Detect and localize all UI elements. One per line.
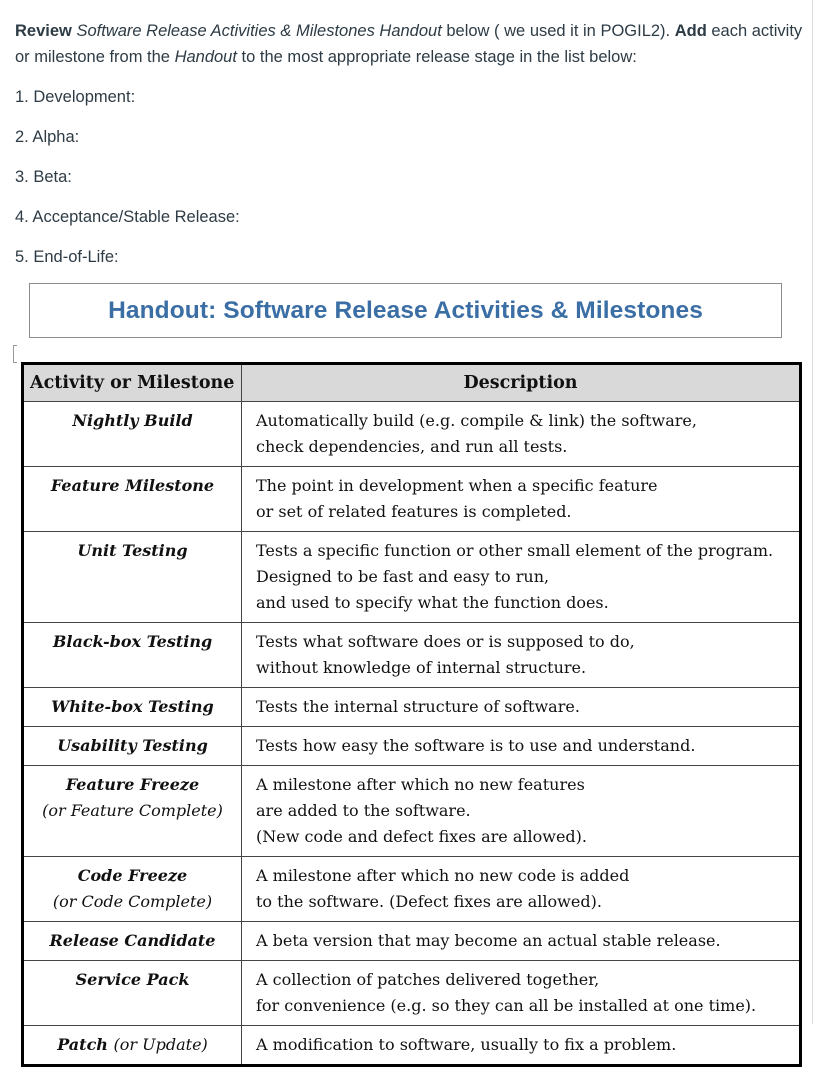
activity-name-cell — [24, 532, 242, 623]
description-line: are added to the software. — [256, 801, 471, 820]
activity-name: Usability Testing — [57, 736, 208, 755]
table-row — [24, 402, 799, 467]
activity-name: Feature Freeze — [65, 775, 200, 794]
add-tail-2: to the most appropriate release stage in the list below: — [236, 48, 637, 66]
activity-name-cell — [24, 766, 242, 857]
table-row — [24, 961, 799, 1026]
stage-item-acceptance: 4. Acceptance/Stable Release: — [15, 208, 240, 226]
table-row — [24, 623, 799, 688]
description-line: A modification to software, usually to fix a problem. — [256, 1035, 677, 1054]
activity-name-cell — [24, 623, 242, 688]
description-cell — [242, 1026, 800, 1065]
table-row — [24, 727, 799, 766]
description-cell — [242, 857, 800, 922]
activity-name: Unit Testing — [77, 541, 188, 560]
handout-table — [21, 362, 802, 1067]
review-tail: below ( we used it in POGIL2). — [441, 22, 675, 40]
activity-alt-name: (or Update) — [113, 1035, 208, 1054]
description-cell — [242, 727, 800, 766]
activity-name-cell — [24, 1026, 242, 1065]
table-row — [24, 1026, 799, 1065]
table-row — [24, 467, 799, 532]
description-line: without knowledge of internal structure. — [256, 658, 587, 677]
description-cell — [242, 402, 800, 467]
page-scrollbar[interactable] — [812, 0, 835, 1024]
handout-name: Software Release Activities & Milestones Handout — [76, 22, 442, 40]
review-word: Review — [15, 22, 72, 40]
activity-alt-name: (or Feature Complete) — [42, 801, 223, 820]
description-line: (New code and defect fixes are allowed). — [256, 827, 587, 846]
description-line: Tests the internal structure of software. — [256, 697, 580, 716]
activity-name: Release Candidate — [49, 931, 216, 950]
stage-item-development: 1. Development: — [15, 88, 136, 106]
description-line: A milestone after which no new code is added — [256, 866, 630, 885]
table-header-row — [24, 365, 799, 402]
description-line: check dependencies, and run all tests. — [256, 437, 568, 456]
table-body — [24, 402, 799, 1065]
activity-name: Code Freeze — [77, 866, 188, 885]
description-cell — [242, 961, 800, 1026]
stage-item-alpha: 2. Alpha: — [15, 128, 80, 146]
description-line: Tests a specific function or other small element of the program. — [256, 541, 774, 560]
table-row — [24, 532, 799, 623]
release-stage-list — [15, 84, 805, 284]
activity-name: Service Pack — [75, 970, 190, 989]
page-content — [15, 0, 805, 1054]
description-line: and used to specify what the function does. — [256, 593, 609, 612]
description-line: Tests how easy the software is to use and understand. — [256, 736, 696, 755]
activity-name-cell — [24, 402, 242, 467]
activity-name: Nightly Build — [72, 411, 193, 430]
table-row — [24, 857, 799, 922]
activity-name: Patch — [57, 1035, 108, 1054]
description-line: Automatically build (e.g. compile & link) the software, — [256, 411, 697, 430]
description-line: or set of related features is completed. — [256, 502, 572, 521]
description-line: A milestone after which no new features — [256, 775, 585, 794]
description-line: The point in development when a specific feature — [256, 476, 658, 495]
handout-title-box — [29, 283, 782, 338]
stage-item-end-of-life: 5. End-of-Life: — [15, 248, 119, 266]
description-line: A beta version that may become an actual stable release. — [256, 931, 721, 950]
table-row — [24, 688, 799, 727]
activity-name: White-box Testing — [51, 697, 214, 716]
add-tail-1: each activity or milestone from the — [15, 22, 803, 66]
stage-item-beta: 3. Beta: — [15, 168, 72, 186]
description-cell — [242, 688, 800, 727]
handout-word: Handout — [174, 48, 237, 66]
add-word: Add — [674, 22, 707, 40]
activity-name-cell — [24, 467, 242, 532]
instructions-paragraph — [15, 18, 805, 70]
description-cell — [242, 467, 800, 532]
header-activity: Activity or Milestone — [24, 365, 242, 402]
activity-name-cell — [24, 727, 242, 766]
activity-name-cell — [24, 961, 242, 1026]
activity-name: Feature Milestone — [50, 476, 215, 495]
activity-alt-name: (or Code Complete) — [52, 892, 213, 911]
description-line: Tests what software does or is supposed to do, — [256, 632, 635, 651]
description-cell — [242, 623, 800, 688]
table-row — [24, 922, 799, 961]
description-line: A collection of patches delivered together, — [256, 970, 600, 989]
image-resize-handle[interactable] — [13, 345, 17, 363]
description-line: to the software. (Defect fixes are allowed). — [256, 892, 602, 911]
header-description: Description — [242, 365, 800, 402]
description-cell — [242, 922, 800, 961]
handout-title: Handout: Software Release Activities & Milestones — [108, 296, 703, 324]
activity-name: Black-box Testing — [52, 632, 213, 651]
activity-name-cell — [24, 857, 242, 922]
activity-name-cell — [24, 688, 242, 727]
description-cell — [242, 532, 800, 623]
activity-name-cell — [24, 922, 242, 961]
description-line: Designed to be fast and easy to run, — [256, 567, 550, 586]
table-row — [24, 766, 799, 857]
description-line: for convenience (e.g. so they can all be installed at one time). — [256, 996, 757, 1015]
description-cell — [242, 766, 800, 857]
